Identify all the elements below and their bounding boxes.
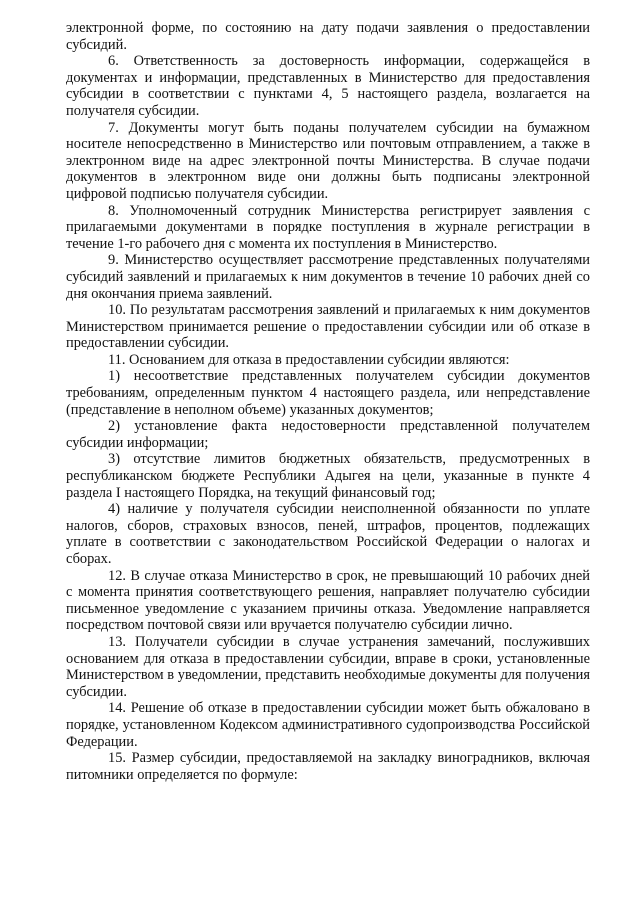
paragraph-12: 12. В случае отказа Министерство в срок, не превышающий 10 рабочих дней с момента принятия соответствующего решения, направляет получателю субсидии письменное уведомление с указанием причины отказа. Уведомление направляется посредством почтовой связи или вручается получателю субсидии лично. [66, 567, 590, 634]
paragraph-10: 10. По результатам рассмотрения заявлений и прилагаемых к ним документов Министерством принимается решение о предоставлении субсидии или об отказе в предоставлении субсидии. [66, 302, 590, 352]
paragraph-8: 8. Уполномоченный сотрудник Министерства регистрирует заявления с прилагаемыми документами в порядке поступления в журнале регистрации в течение 1-го рабочего дня с момента их поступления в Министерство. [66, 202, 590, 252]
paragraph-14: 14. Решение об отказе в предоставлении субсидии может быть обжаловано в порядке, установленном Кодексом административного судопроизводства Российской Федерации. [66, 700, 590, 750]
paragraph-13: 13. Получатели субсидии в случае устранения замечаний, послуживших основанием для отказа в предоставлении субсидии, вправе в сроки, установленные Министерством в уведомлении, представить необходимые документы для получения субсидии. [66, 633, 590, 700]
paragraph-11-item-3: 3) отсутствие лимитов бюджетных обязательств, предусмотренных в республиканском бюджете Республики Адыгея на цели, указанные в пункте 4 раздела I настоящего Порядка, на текущий финансовый год; [66, 451, 590, 501]
paragraph-6: 6. Ответственность за достоверность информации, содержащейся в документах и информации, представленных в Министерство для предоставления субсидии в соответствии с пунктами 4, 5 настоящего раздела, возлагается на получателя субсидии. [66, 53, 590, 119]
paragraph-15: 15. Размер субсидии, предоставляемой на закладку виноградников, включая питомники определяется по формуле: [66, 750, 590, 783]
paragraph-11: 11. Основанием для отказа в предоставлении субсидии являются: [108, 351, 510, 368]
paragraph-11-item-2: 2) установление факта недостоверности представленной получателем субсидии информации; [66, 418, 590, 451]
paragraph-11-item-1: 1) несоответствие представленных получателем субсидии документов требованиям, определенным пунктом 4 настоящего раздела, или непредставление (представление в неполном объеме) указанных документов; [66, 368, 590, 418]
paragraph-continuation: электронной форме, по состоянию на дату подачи заявления о предоставлении субсидий. [66, 20, 590, 53]
paragraph-11-item-4: 4) наличие у получателя субсидии неисполненной обязанности по уплате налогов, сборов, страховых взносов, пеней, штрафов, процентов, подлежащих уплате в соответствии с законодательством Российской Федерации о налогах и сборах. [66, 501, 590, 567]
paragraph-7: 7. Документы могут быть поданы получателем субсидии на бумажном носителе непосредственно в Министерство или почтовым отправлением, а также в электронном виде на адрес электронной почты Министерства. В случае подачи документов в электронном виде они должны быть подписаны электронной цифровой подписью получателя субсидии. [66, 119, 590, 202]
paragraph-9: 9. Министерство осуществляет рассмотрение представленных получателями субсидий заявлений и прилагаемых к ним документов в течение 10 рабочих дней со дня окончания приема заявлений. [66, 252, 590, 302]
